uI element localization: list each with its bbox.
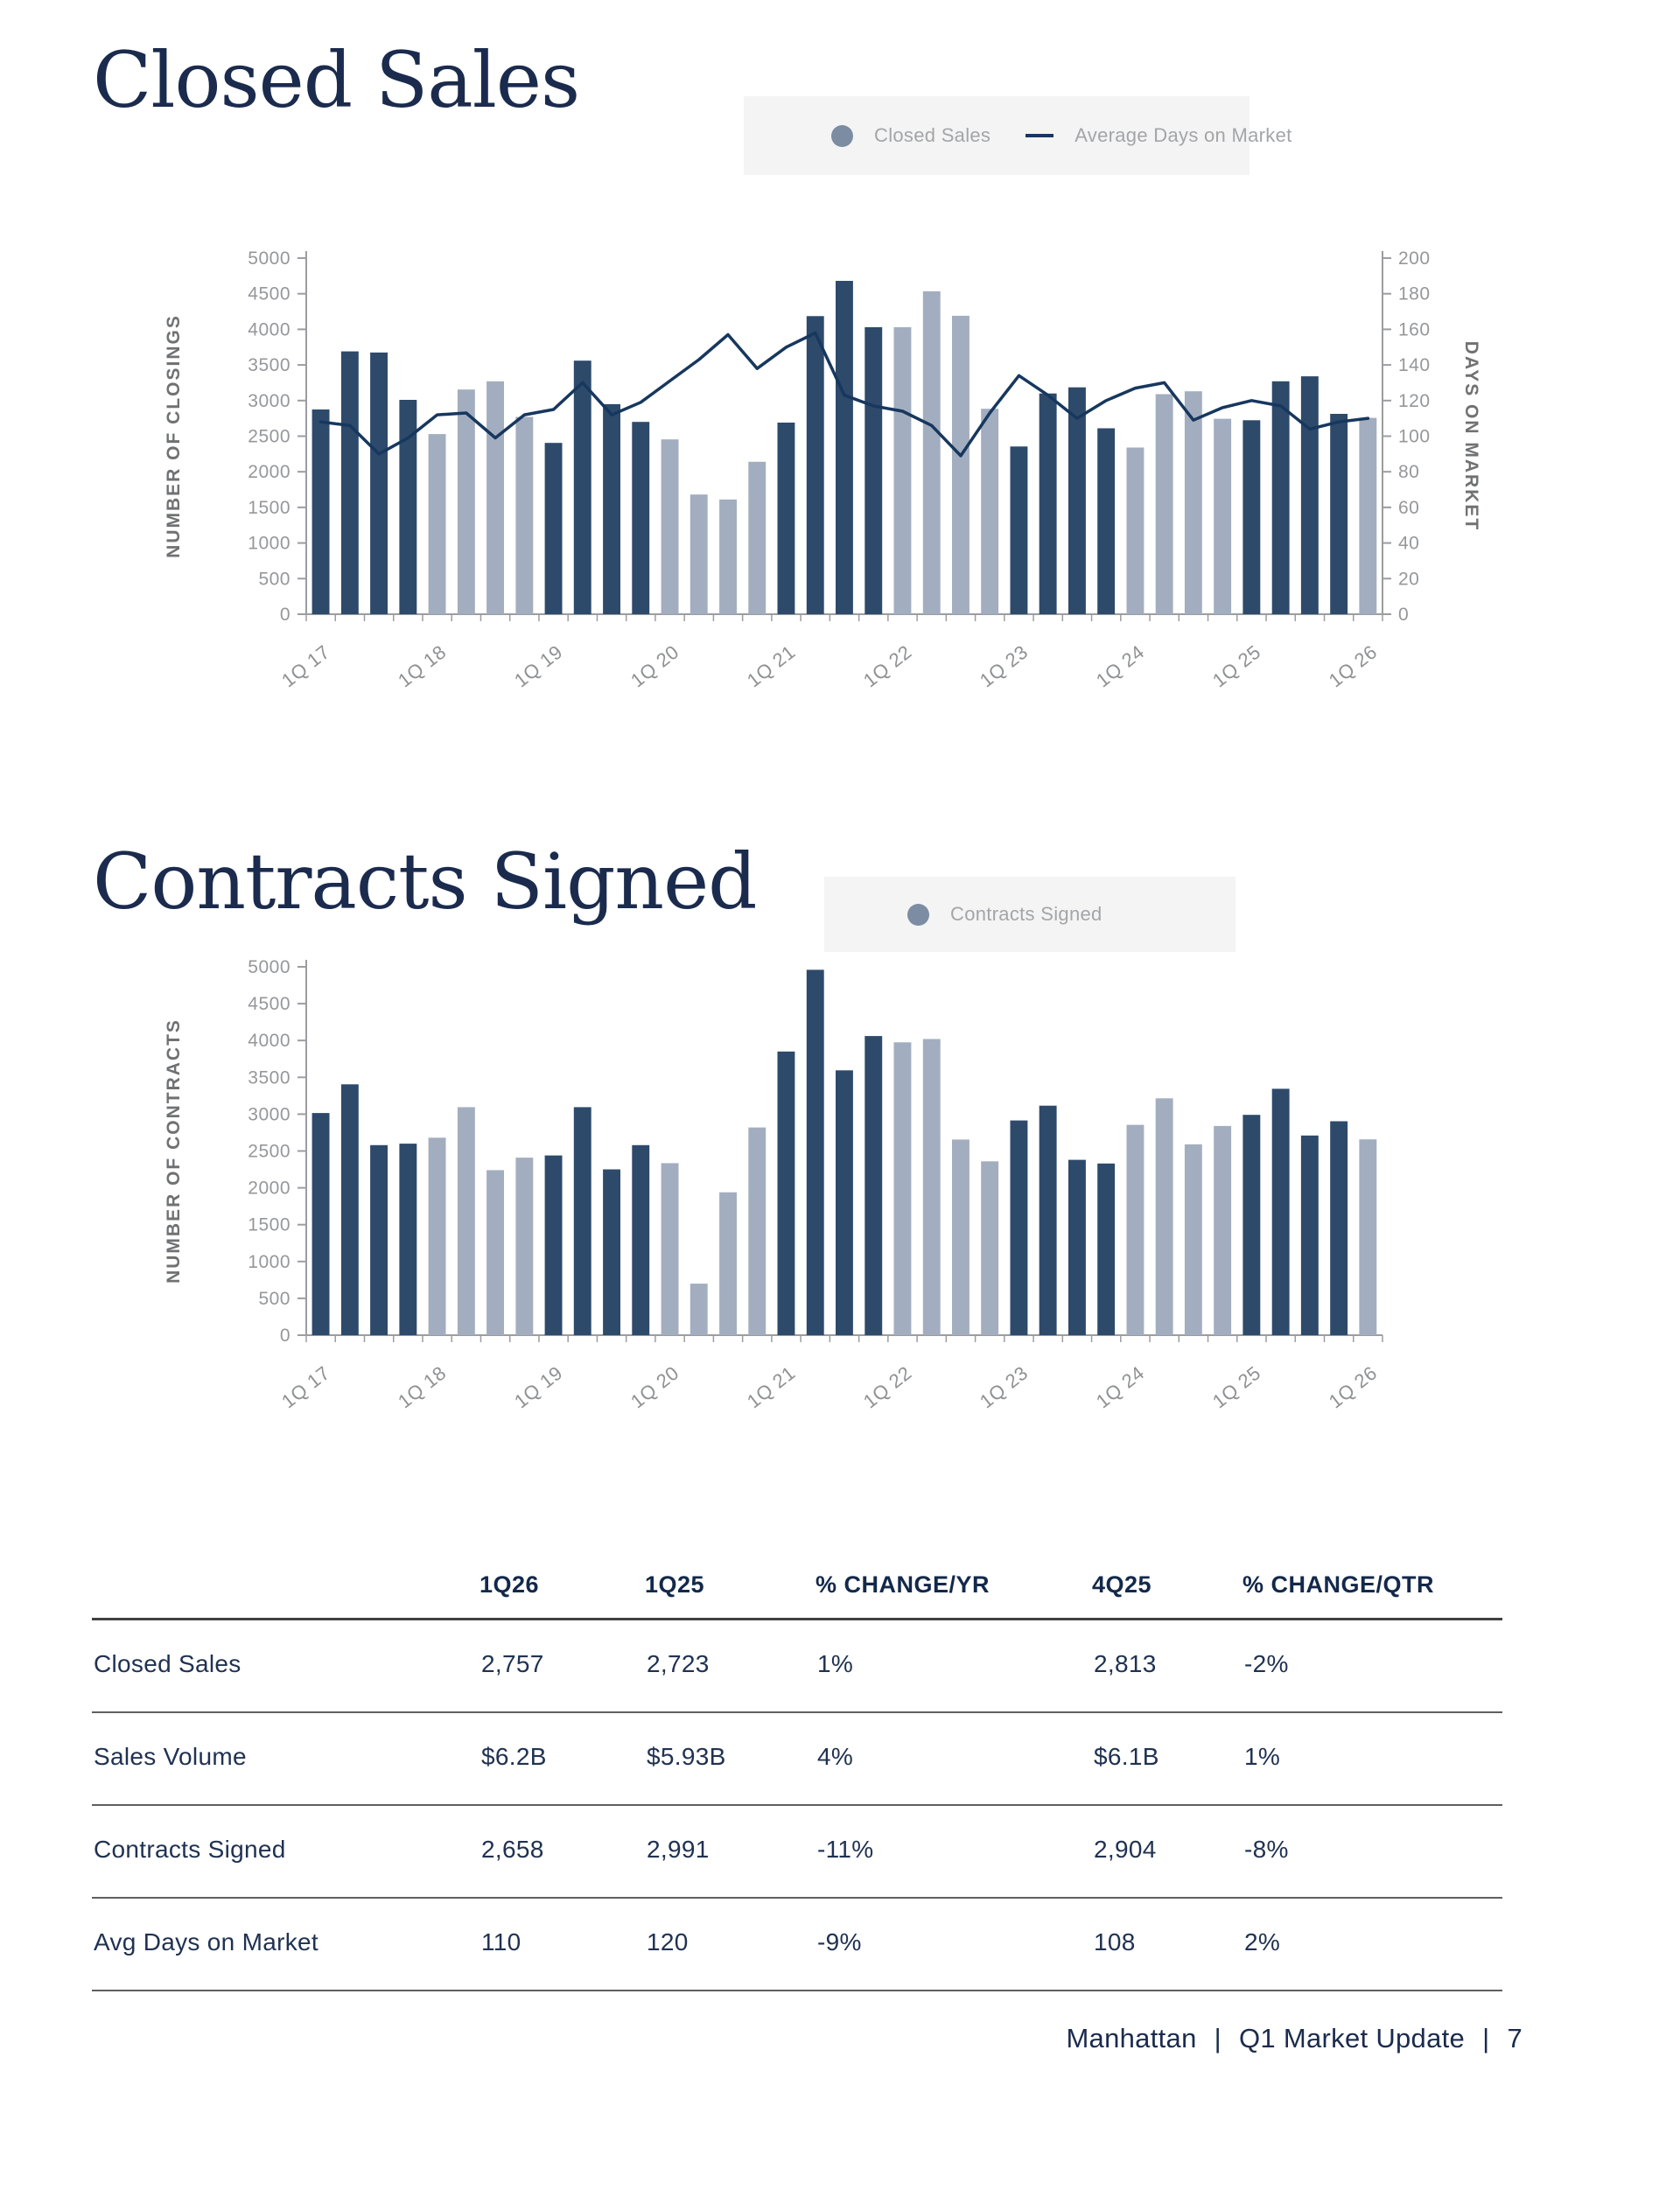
chart-contracts-left-tick-label: 500 — [258, 1288, 290, 1309]
chart-closed-bar-3Q21 — [836, 281, 853, 614]
chart-closed-x-label-1Q20: 1Q 20 — [626, 640, 683, 692]
chart-closed-bar-1Q24 — [1127, 448, 1144, 615]
chart-contracts-left-tick-label: 3500 — [248, 1067, 290, 1088]
chart-closed-x-label-1Q23: 1Q 23 — [975, 640, 1032, 692]
table-row-closed-sales — [92, 1620, 1502, 1713]
chart-contracts-bar-2Q20 — [690, 1284, 708, 1335]
chart-closed-bar-4Q19 — [632, 422, 649, 614]
closed-sales-title: Closed Sales — [93, 35, 580, 125]
chart-contracts-bar-3Q18 — [486, 1170, 504, 1335]
chart-contracts-bar-4Q21 — [864, 1036, 882, 1335]
chart-closed-x-label-1Q21: 1Q 21 — [742, 640, 800, 692]
table-cell: -2% — [1244, 1650, 1289, 1677]
table-cell: 2,658 — [481, 1836, 544, 1863]
chart-contracts-bar-1Q23 — [1011, 1121, 1028, 1335]
table-cell: 2,904 — [1094, 1836, 1157, 1863]
chart-contracts-bar-4Q19 — [632, 1145, 649, 1335]
chart-closed-right-tick-label: 160 — [1398, 319, 1431, 340]
chart-contracts-bar-3Q20 — [719, 1193, 737, 1335]
chart-closed-left-tick-label: 500 — [258, 569, 290, 590]
chart-closed-bar-4Q24 — [1214, 419, 1231, 614]
chart-contracts-bar-3Q22 — [952, 1139, 970, 1335]
table-cell: 110 — [481, 1928, 522, 1956]
chart-contracts-bar-2Q25 — [1272, 1088, 1290, 1335]
chart-contracts-bar-1Q21 — [778, 1052, 795, 1335]
table-cell: 2% — [1244, 1928, 1281, 1956]
chart-contracts-x-label-1Q26: 1Q 26 — [1324, 1361, 1382, 1413]
chart-contracts-x-label-1Q25: 1Q 25 — [1208, 1361, 1265, 1413]
chart-contracts-bar-3Q21 — [836, 1070, 853, 1335]
chart-closed-x-label-1Q26: 1Q 26 — [1324, 640, 1382, 692]
chart-closed-x-label-1Q24: 1Q 24 — [1091, 640, 1149, 692]
table-cell: 2,813 — [1094, 1650, 1157, 1677]
table-header-cell: 4Q25 — [1092, 1571, 1152, 1598]
contracts-signed-title: Contracts Signed — [93, 836, 757, 927]
chart-contracts-bar-2Q21 — [807, 969, 824, 1335]
chart-closed-bar-2Q18 — [458, 389, 475, 614]
footer-page-number: 7 — [1507, 2023, 1522, 2054]
chart-contracts-bar-4Q24 — [1214, 1126, 1231, 1335]
chart-contracts-x-label-1Q21: 1Q 21 — [742, 1361, 800, 1413]
footer-separator: | — [1482, 2023, 1490, 2054]
chart-contracts-left-tick-label: 4500 — [248, 994, 290, 1015]
chart-closed-left-tick-label: 2000 — [248, 462, 290, 483]
chart-closed-bar-4Q18 — [515, 417, 533, 615]
chart-contracts-bar-2Q17 — [341, 1084, 359, 1335]
chart-closed-bar-1Q19 — [545, 443, 563, 614]
chart-contracts-bar-4Q23 — [1097, 1164, 1115, 1335]
footer-report-name: Q1 Market Update — [1239, 2023, 1466, 2054]
chart-closed-right-tick-label: 60 — [1398, 497, 1420, 518]
table-header-cell: % CHANGE/YR — [816, 1571, 990, 1598]
page-footer — [1066, 2023, 1522, 2054]
chart-closed-bar-3Q20 — [719, 500, 737, 614]
chart-closed-bar-1Q25 — [1242, 420, 1260, 614]
chart-closed-left-tick-label: 3000 — [248, 390, 290, 411]
table-cell: -11% — [817, 1836, 874, 1863]
chart-contracts-left-tick-label: 5000 — [248, 957, 290, 977]
chart-contracts-bar-1Q19 — [545, 1156, 563, 1335]
chart-contracts-bar-4Q17 — [399, 1144, 416, 1335]
summary-table — [92, 1571, 1502, 1991]
chart-contracts-bar-4Q22 — [981, 1161, 998, 1335]
chart-closed-bar-3Q24 — [1185, 391, 1202, 614]
chart-closed-bar-1Q26 — [1359, 418, 1376, 614]
chart-closed-x-label-1Q19: 1Q 19 — [510, 640, 567, 692]
chart-contracts-left-tick-label: 1000 — [248, 1251, 290, 1272]
chart-contracts-x-label-1Q19: 1Q 19 — [510, 1361, 567, 1413]
chart-closed-bar-1Q22 — [894, 327, 912, 614]
chart-contracts-left-tick-label: 1500 — [248, 1214, 290, 1235]
table-cell: $5.93B — [647, 1743, 726, 1770]
chart-contracts-left-tick-label: 4000 — [248, 1031, 290, 1052]
chart-closed-left-tick-label: 3500 — [248, 355, 290, 376]
chart-closed-bar-2Q24 — [1156, 395, 1173, 615]
chart-closed-right-tick-label: 80 — [1398, 462, 1420, 483]
table-cell: -9% — [817, 1928, 862, 1956]
footer-separator: | — [1214, 2023, 1222, 2054]
chart-contracts-bar-4Q20 — [748, 1128, 766, 1335]
chart-closed-bar-3Q25 — [1301, 376, 1319, 614]
chart-closed-x-label-1Q18: 1Q 18 — [394, 640, 451, 692]
table-cell: 1% — [817, 1650, 854, 1677]
chart-contracts-bar-1Q18 — [429, 1137, 446, 1335]
table-header-cell: 1Q26 — [480, 1571, 540, 1598]
chart-closed-bar-1Q23 — [1011, 446, 1028, 614]
chart-contracts-bar-2Q24 — [1156, 1098, 1173, 1335]
chart-closed-bar-3Q23 — [1068, 388, 1086, 614]
chart-contracts-x-label-1Q23: 1Q 23 — [975, 1361, 1032, 1413]
chart-contracts-left-tick-label: 3000 — [248, 1104, 290, 1125]
table-cell: -8% — [1244, 1836, 1289, 1863]
chart-contracts-left-tick-label: 0 — [279, 1326, 290, 1346]
chart-contracts-bar-2Q19 — [574, 1107, 592, 1335]
chart-closed-right-tick-label: 20 — [1398, 569, 1420, 590]
table-cell: 2,991 — [647, 1836, 710, 1863]
chart-closed-x-label-1Q22: 1Q 22 — [858, 640, 916, 692]
closed-sales-chart — [122, 206, 1488, 853]
chart-closed-right-tick-label: 120 — [1398, 390, 1431, 411]
chart-closed-bar-2Q20 — [690, 494, 708, 614]
chart-closed-bar-4Q21 — [864, 327, 882, 614]
chart-closed-bar-2Q17 — [341, 352, 359, 614]
chart-closed-right-axis-title: DAYS ON MARKET — [1461, 340, 1481, 532]
chart-closed-left-tick-label: 1500 — [248, 497, 290, 518]
table-row-avg-days-on-market — [92, 1899, 1502, 1991]
table-cell: 4% — [817, 1743, 854, 1770]
chart-closed-right-tick-label: 100 — [1398, 426, 1431, 447]
chart-contracts-bar-3Q25 — [1301, 1136, 1319, 1335]
chart-closed-bar-1Q17 — [312, 409, 330, 614]
contracts-signed-legend-label: Contracts Signed — [950, 903, 1102, 925]
table-row-label: Closed Sales — [94, 1650, 242, 1677]
chart-closed-left-axis-title: NUMBER OF CLOSINGS — [164, 314, 184, 558]
chart-contracts-bar-1Q26 — [1359, 1139, 1376, 1335]
closed-sales-legend-label: Closed Sales — [874, 124, 991, 146]
chart-closed-bar-2Q23 — [1040, 394, 1057, 614]
chart-contracts-bar-1Q17 — [312, 1113, 330, 1335]
table-header-row — [92, 1571, 1502, 1620]
chart-closed-left-tick-label: 4500 — [248, 283, 290, 304]
chart-closed-bar-3Q22 — [952, 316, 970, 614]
chart-contracts-x-label-1Q20: 1Q 20 — [626, 1361, 683, 1413]
chart-closed-bar-1Q21 — [778, 423, 795, 614]
chart-contracts-bar-1Q25 — [1242, 1115, 1260, 1335]
chart-closed-bar-4Q23 — [1097, 429, 1115, 615]
closed-sales-legend-dot-icon — [831, 125, 853, 147]
chart-closed-right-tick-label: 40 — [1398, 533, 1420, 554]
chart-contracts-left-axis-title: NUMBER OF CONTRACTS — [164, 1018, 184, 1284]
chart-closed-right-tick-label: 200 — [1398, 248, 1431, 269]
table-cell: $6.1B — [1094, 1743, 1159, 1770]
chart-contracts-x-label-1Q18: 1Q 18 — [394, 1361, 451, 1413]
chart-closed-bar-2Q21 — [807, 316, 824, 614]
chart-closed-x-label-1Q25: 1Q 25 — [1208, 640, 1265, 692]
chart-contracts-bar-4Q18 — [515, 1158, 533, 1335]
chart-contracts-bar-3Q23 — [1068, 1160, 1086, 1335]
chart-closed-x-label-1Q17: 1Q 17 — [277, 640, 334, 692]
chart-contracts-bar-1Q22 — [894, 1042, 912, 1335]
chart-contracts-x-label-1Q17: 1Q 17 — [277, 1361, 334, 1413]
chart-contracts-bar-1Q20 — [662, 1163, 679, 1335]
table-row-sales-volume — [92, 1713, 1502, 1806]
chart-contracts-bar-4Q25 — [1330, 1122, 1348, 1336]
days-on-market-legend-line-icon — [1026, 134, 1054, 137]
table-cell: 108 — [1094, 1928, 1136, 1956]
chart-contracts-bar-2Q22 — [923, 1039, 941, 1336]
table-cell: 120 — [647, 1928, 689, 1956]
chart-closed-bar-3Q17 — [370, 353, 388, 614]
table-row-label: Avg Days on Market — [94, 1928, 318, 1956]
table-cell: $6.2B — [481, 1743, 547, 1770]
chart-closed-bar-1Q20 — [662, 439, 679, 614]
chart-contracts-bar-1Q24 — [1127, 1125, 1144, 1335]
table-header-cell: % CHANGE/QTR — [1242, 1571, 1435, 1598]
table-row-label: Contracts Signed — [94, 1836, 286, 1863]
table-row-label: Sales Volume — [94, 1743, 247, 1770]
chart-closed-bar-3Q19 — [603, 404, 620, 614]
chart-contracts-bar-3Q24 — [1185, 1144, 1202, 1335]
closed-sales-legend — [744, 96, 1292, 175]
chart-closed-right-tick-label: 0 — [1398, 605, 1410, 625]
chart-closed-bar-3Q18 — [486, 381, 504, 614]
chart-closed-left-tick-label: 2500 — [248, 426, 290, 447]
table-row-contracts-signed — [92, 1806, 1502, 1899]
chart-contracts-bar-2Q18 — [458, 1107, 475, 1335]
table-cell: 2,723 — [647, 1650, 710, 1677]
chart-closed-right-tick-label: 140 — [1398, 355, 1431, 376]
chart-closed-bar-2Q25 — [1272, 381, 1290, 614]
chart-closed-bar-4Q20 — [748, 462, 766, 614]
chart-contracts-left-tick-label: 2500 — [248, 1141, 290, 1162]
chart-closed-left-tick-label: 5000 — [248, 248, 290, 269]
chart-closed-left-tick-label: 1000 — [248, 533, 290, 554]
chart-closed-right-tick-label: 180 — [1398, 283, 1431, 304]
chart-contracts-x-label-1Q24: 1Q 24 — [1091, 1361, 1149, 1413]
chart-closed-bar-4Q22 — [981, 409, 998, 614]
table-header-cell: 1Q25 — [645, 1571, 705, 1598]
table-cell: 2,757 — [481, 1650, 544, 1677]
chart-contracts-bar-3Q17 — [370, 1145, 388, 1335]
chart-closed-bar-2Q22 — [923, 291, 941, 614]
footer-market: Manhattan — [1066, 2023, 1197, 2054]
table-cell: 1% — [1244, 1743, 1281, 1770]
chart-contracts-left-tick-label: 2000 — [248, 1178, 290, 1199]
days-on-market-legend-label: Average Days on Market — [1074, 124, 1292, 146]
chart-closed-bar-2Q19 — [574, 360, 592, 614]
chart-contracts-x-label-1Q22: 1Q 22 — [858, 1361, 916, 1413]
chart-contracts-bar-3Q19 — [603, 1170, 620, 1336]
chart-closed-bar-4Q25 — [1330, 414, 1348, 614]
chart-contracts-bar-2Q23 — [1040, 1106, 1057, 1335]
chart-closed-left-tick-label: 4000 — [248, 319, 290, 340]
contracts-signed-chart — [122, 914, 1488, 1562]
chart-closed-left-tick-label: 0 — [279, 605, 290, 625]
chart-closed-bar-1Q18 — [429, 434, 446, 614]
